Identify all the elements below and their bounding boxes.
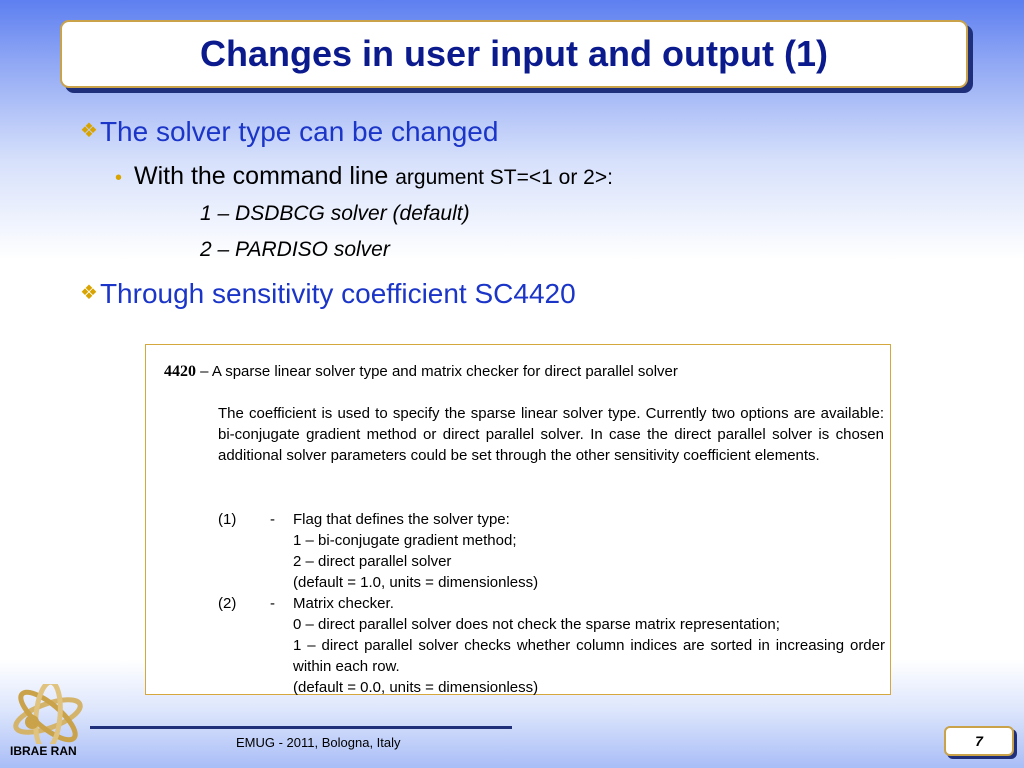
page-number-text: 7: [975, 733, 983, 749]
diamond-bullet-icon: ❖: [80, 120, 98, 142]
item-line: 1 – bi-conjugate gradient method;: [293, 532, 517, 549]
option-dsdbcg: 1 – DSDBCG solver (default): [200, 202, 470, 225]
item-line: 0 – direct parallel solver does not check the sparse matrix representation;: [293, 616, 780, 633]
page-number: [944, 726, 1014, 756]
item-dash: -: [270, 511, 275, 528]
item-line: Flag that defines the solver type:: [293, 511, 510, 528]
title-box: [60, 20, 968, 88]
bullet-sensitivity: [80, 278, 576, 310]
item-line: Matrix checker.: [293, 595, 394, 612]
document-excerpt: [145, 344, 891, 695]
item-line: (default = 1.0, units = dimensionless): [293, 574, 539, 591]
atom-logo-icon: [8, 684, 88, 744]
item-line: 1 – direct parallel solver checks whether column indices are sorted in increasing order within each row.: [293, 637, 885, 675]
diamond-bullet-icon: ❖: [80, 282, 98, 304]
item-line: (default = 0.0, units = dimensionless): [293, 679, 539, 696]
doc-code: 4420: [164, 363, 196, 380]
doc-heading: [164, 363, 678, 381]
footer-divider: [90, 726, 512, 729]
item-number: (1): [218, 511, 237, 528]
bullet-sensitivity-text: Through sensitivity coefficient SC4420: [99, 278, 576, 309]
item-line: 2 – direct parallel solver: [293, 553, 452, 570]
bullet-solver-type-text: The solver type can be changed: [99, 116, 499, 147]
sub-bullet-rest-text: argument ST=<1 or 2>:: [395, 166, 613, 189]
doc-heading-text: – A sparse linear solver type and matrix checker for direct parallel solver: [196, 363, 678, 380]
slide-title: Changes in user input and output (1): [200, 33, 828, 74]
item-dash: -: [270, 595, 275, 612]
doc-paragraph: The coefficient is used to specify the sparse linear solver type. Currently two options are available: bi-conjugate gradient method or direct parallel solver. In case the direct parallel solver is chosen additional solver parameters could be set through the other sensitivity coefficient elements.: [218, 405, 884, 464]
sub-bullet-command-line: [115, 162, 613, 191]
option-pardiso: 2 – PARDISO solver: [200, 238, 390, 261]
footer-conference: EMUG - 2011, Bologna, Italy: [236, 735, 401, 750]
item-number: (2): [218, 595, 237, 612]
sub-bullet-main-text: With the command line: [134, 162, 389, 190]
bullet-solver-type: [80, 116, 498, 148]
logo-text: IBRAE RAN: [10, 744, 77, 758]
dot-bullet-icon: •: [115, 167, 123, 189]
